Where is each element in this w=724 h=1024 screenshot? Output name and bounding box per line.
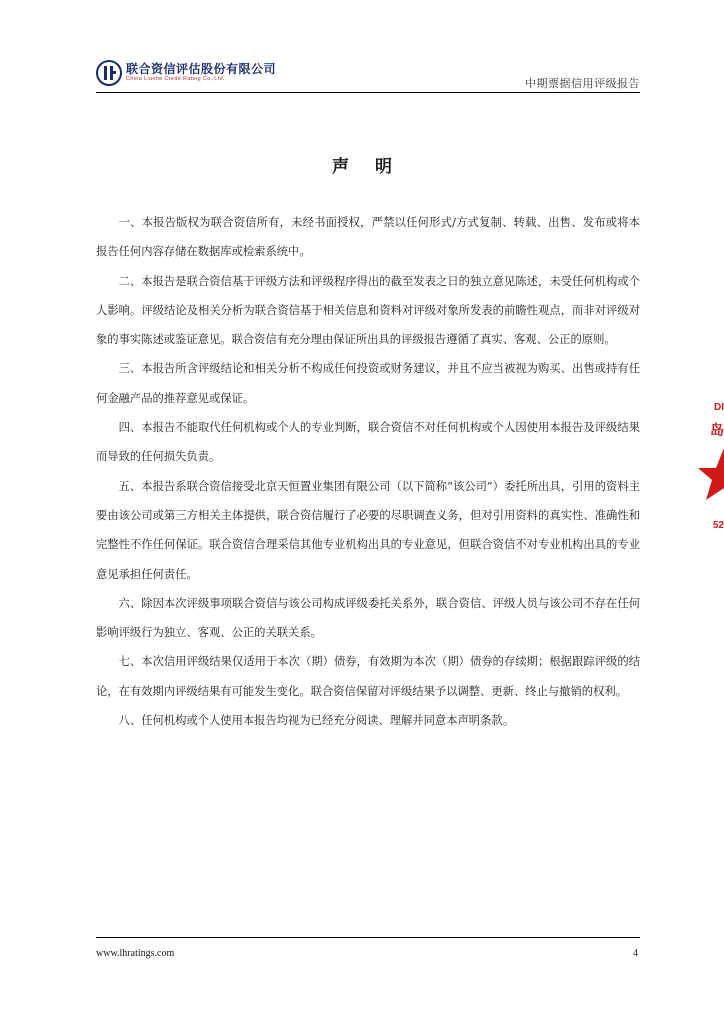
statement-paragraph-1: 一、本报告版权为联合资信所有，未经书面授权，严禁以任何形式/方式复制、转载、出售、发布或将本报告任何内容存储在数据库或检索系统中。 (96, 216, 640, 259)
statement-paragraph-6: 六、除因本次评级事项联合资信与该公司构成评级委托关系外，联合资信、评级人员与该公司不存在任何影响评级行为独立、客观、公正的关联关系。 (96, 596, 640, 640)
page-title: 声明 (332, 157, 418, 177)
statement-paragraph-8: 八、任何机构或个人使用本报告均视为已经充分阅读、理解并同意本声明条款。 (118, 714, 514, 728)
side-seal-stamp (698, 398, 724, 544)
statement-paragraph-2: 二、本报告是联合资信基于评级方法和评级程序得出的截至发表之日的独立意见陈述，未受任何机构或个人影响。评级结论及相关分析为联合资信基于相关信息和资料对评级对象所发表的前瞻性观点，而非对评级对象的事实陈述或鉴证意见。联合资信有充分理由保证所出具的评级报告遵循了真实、客观、公正的原则。 (96, 274, 640, 347)
report-type: 中期票据信用评级报告 (525, 77, 640, 90)
seal-text-mid: 岛 (710, 422, 724, 438)
statement-body (96, 208, 640, 735)
statement-paragraph-3: 三、本报告所含评级结论和相关分析不构成任何投资或财务建议，并且不应当被视为购买、出售或持有任何金融产品的推荐意见或保证。 (96, 362, 640, 405)
statement-paragraph-5: 五、本报告系联合资信接受北京天恒置业集团有限公司（以下简称“该公司”）委托所出具，引用的资料主要由该公司或第三方相关主体提供，联合资信履行了必要的尽职调查义务，但对引用资料的真实性、准确性和完整性不作任何保证。联合资信合理采信其他专业机构出具的专业意见，但联合资信不对专业机构出具的专业意见承担任何责任。 (96, 479, 640, 581)
seal-text-top: DI (714, 402, 724, 413)
header-divider (96, 92, 640, 93)
page-number: 4 (633, 948, 638, 959)
page-header (96, 58, 640, 100)
footer-divider (96, 937, 640, 938)
company-name-cn: 联合资信评估股份有限公司 (126, 62, 277, 76)
seal-text-bottom: 52 (712, 520, 724, 531)
company-logo-icon (96, 60, 122, 86)
company-name-en: China Lianhe Credit Rating Co.,Ltd. (126, 76, 225, 82)
statement-paragraph-7: 七、本次信用评级结果仅适用于本次（期）债券，有效期为本次（期）债券的存续期；根据跟踪评级的结论，在有效期内评级结果有可能发生变化。联合资信保留对评级结果予以调整、更新、终止与撤销的权利。 (96, 655, 640, 698)
seal-star-icon (698, 444, 724, 504)
statement-paragraph-4: 四、本报告不能取代任何机构或个人的专业判断，联合资信不对任何机构或个人因使用本报告及评级结果而导致的任何损失负责。 (96, 421, 640, 464)
footer-url: www.lhratings.com (96, 948, 175, 959)
